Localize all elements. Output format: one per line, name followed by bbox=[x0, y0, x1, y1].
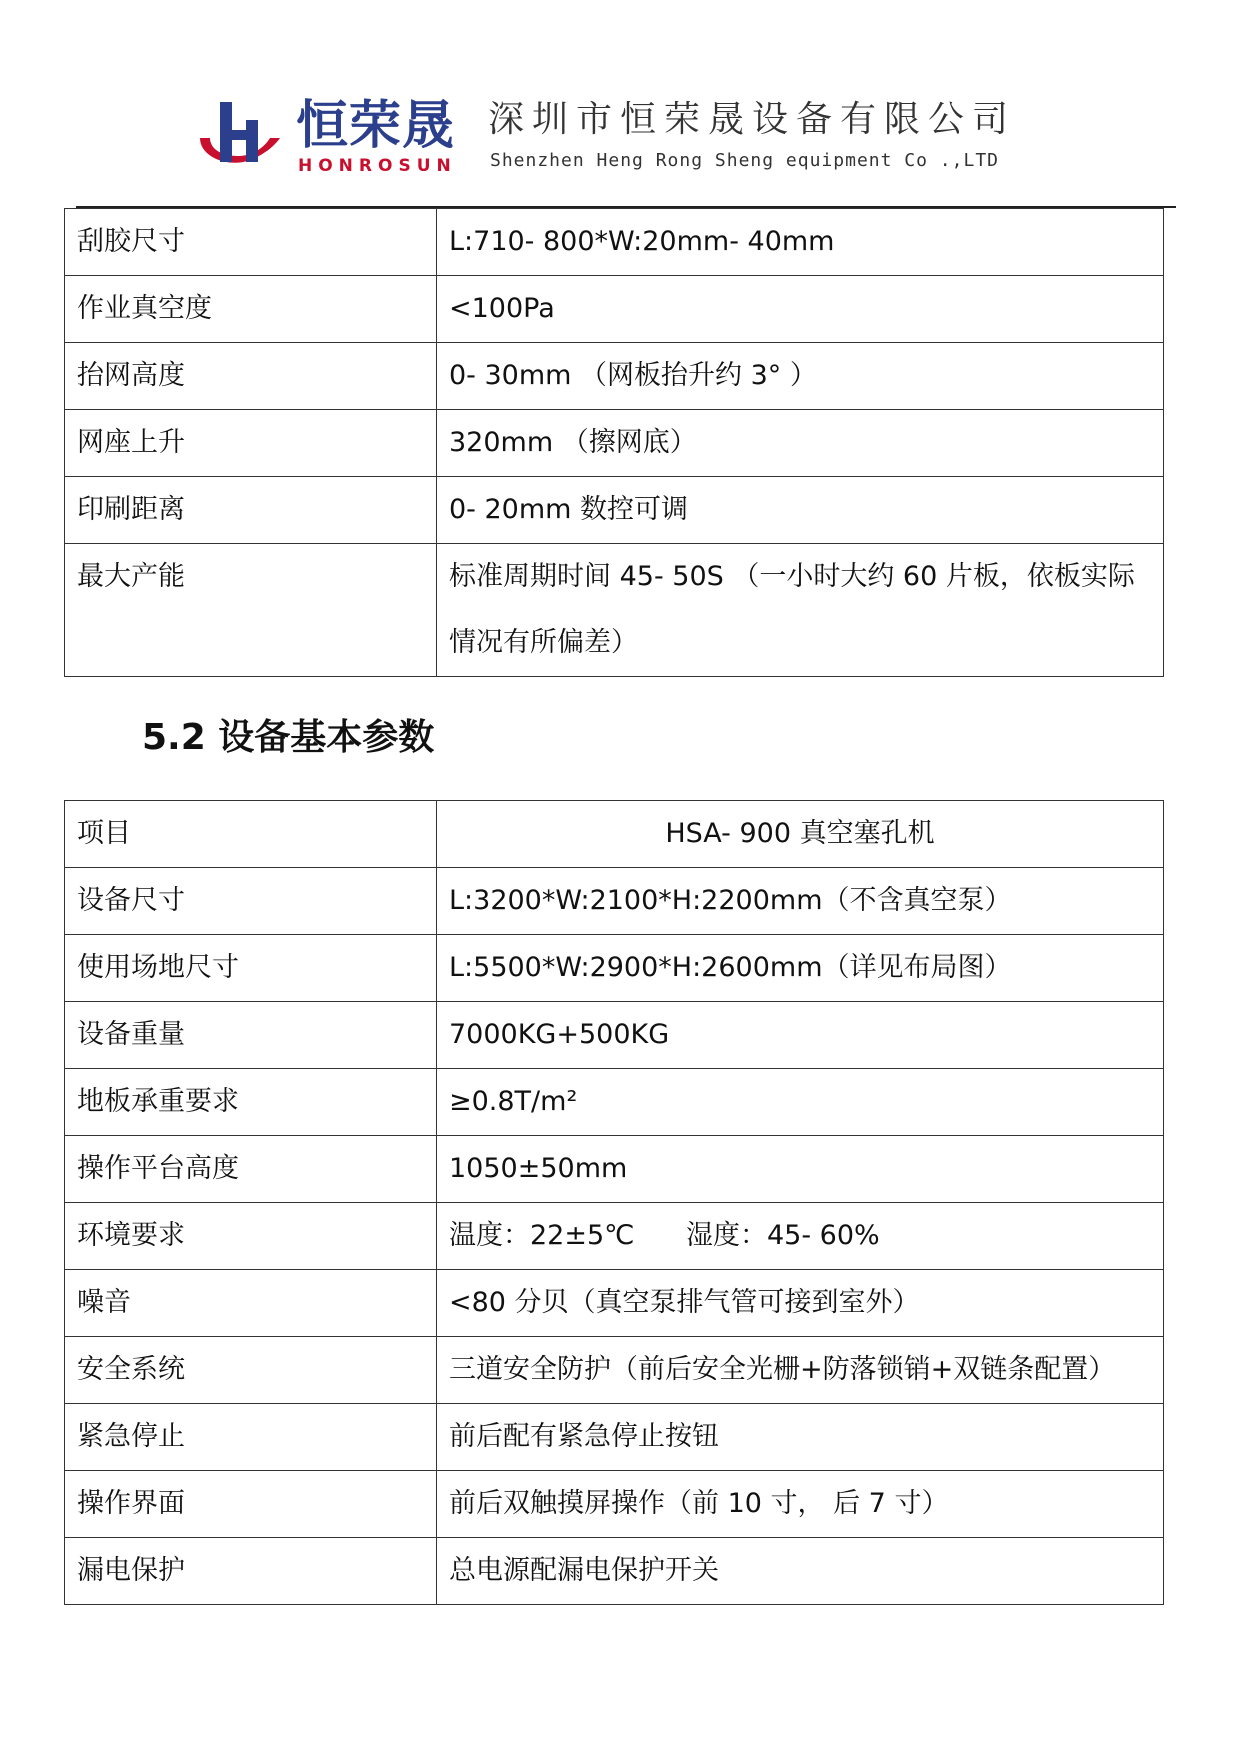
row-label: 安全系统 bbox=[65, 1337, 437, 1404]
row-value-line2: 情况有所偏差） bbox=[449, 627, 638, 658]
company-name-cn: 深圳市恒荣晟设备有限公司 bbox=[488, 99, 1017, 140]
header-label: 项目 bbox=[65, 801, 437, 868]
page-header bbox=[190, 90, 1090, 180]
row-label: 操作平台高度 bbox=[65, 1136, 437, 1203]
table-row bbox=[65, 276, 1164, 343]
row-value: 1050±50mm bbox=[437, 1136, 1164, 1203]
row-value: ≥0.8T/m² bbox=[437, 1069, 1164, 1136]
row-value: 前后双触摸屏操作（前 10 寸， 后 7 寸） bbox=[437, 1471, 1164, 1538]
row-value: 7000KG+500KG bbox=[437, 1002, 1164, 1069]
row-value: 三道安全防护（前后安全光栅+防落锁销+双链条配置） bbox=[437, 1337, 1164, 1404]
table-row bbox=[65, 868, 1164, 935]
table-row bbox=[65, 935, 1164, 1002]
row-label: 作业真空度 bbox=[65, 276, 437, 343]
table-row bbox=[65, 1404, 1164, 1471]
brand-name-cn: 恒荣晟 bbox=[296, 96, 456, 156]
row-value: 320mm （擦网底） bbox=[437, 410, 1164, 477]
row-label: 最大产能 bbox=[65, 544, 437, 677]
row-label: 设备重量 bbox=[65, 1002, 437, 1069]
row-label: 噪音 bbox=[65, 1270, 437, 1337]
row-label: 刮胶尺寸 bbox=[65, 209, 437, 276]
table-row bbox=[65, 544, 1164, 677]
row-value: L:5500*W:2900*H:2600mm（详见布局图） bbox=[437, 935, 1164, 1002]
table-row bbox=[65, 1203, 1164, 1270]
table-row bbox=[65, 477, 1164, 544]
table-row bbox=[65, 209, 1164, 276]
row-value: 前后配有紧急停止按钮 bbox=[437, 1404, 1164, 1471]
row-value: <100Pa bbox=[437, 276, 1164, 343]
row-label: 设备尺寸 bbox=[65, 868, 437, 935]
table-header-row bbox=[65, 801, 1164, 868]
row-value-line1: 标准周期时间 45- 50S （一小时大约 60 片板，依板实际 bbox=[449, 561, 1135, 592]
table-row bbox=[65, 1270, 1164, 1337]
row-label: 使用场地尺寸 bbox=[65, 935, 437, 1002]
table-row bbox=[65, 343, 1164, 410]
row-label: 印刷距离 bbox=[65, 477, 437, 544]
row-label: 紧急停止 bbox=[65, 1404, 437, 1471]
row-label: 网座上升 bbox=[65, 410, 437, 477]
row-value: 总电源配漏电保护开关 bbox=[437, 1538, 1164, 1605]
row-label: 操作界面 bbox=[65, 1471, 437, 1538]
row-label: 抬网高度 bbox=[65, 343, 437, 410]
section-title: 5.2 设备基本参数 bbox=[142, 717, 435, 758]
row-value: <80 分贝（真空泵排气管可接到室外） bbox=[437, 1270, 1164, 1337]
row-label: 环境要求 bbox=[65, 1203, 437, 1270]
row-value: 温度：22±5℃ 湿度：45- 60% bbox=[437, 1203, 1164, 1270]
table-row bbox=[65, 1136, 1164, 1203]
row-value bbox=[437, 544, 1164, 677]
brand-name-en: HONROSUN bbox=[298, 156, 457, 176]
row-value: L:3200*W:2100*H:2200mm（不含真空泵） bbox=[437, 868, 1164, 935]
table-row bbox=[65, 1471, 1164, 1538]
spec-table-basic bbox=[64, 800, 1164, 1605]
company-name-en: Shenzhen Heng Rong Sheng equipment Co .,LTD bbox=[490, 150, 999, 171]
spec-table-process bbox=[64, 208, 1164, 677]
table-row bbox=[65, 1002, 1164, 1069]
row-value: 0- 20mm 数控可调 bbox=[437, 477, 1164, 544]
table-row bbox=[65, 1337, 1164, 1404]
row-value: L:710- 800*W:20mm- 40mm bbox=[437, 209, 1164, 276]
row-value: 0- 30mm （网板抬升约 3° ） bbox=[437, 343, 1164, 410]
table-row bbox=[65, 410, 1164, 477]
row-label: 地板承重要求 bbox=[65, 1069, 437, 1136]
table-row bbox=[65, 1538, 1164, 1605]
company-logo-icon bbox=[190, 94, 286, 174]
table-row bbox=[65, 1069, 1164, 1136]
row-label: 漏电保护 bbox=[65, 1538, 437, 1605]
header-value: HSA- 900 真空塞孔机 bbox=[437, 801, 1164, 868]
